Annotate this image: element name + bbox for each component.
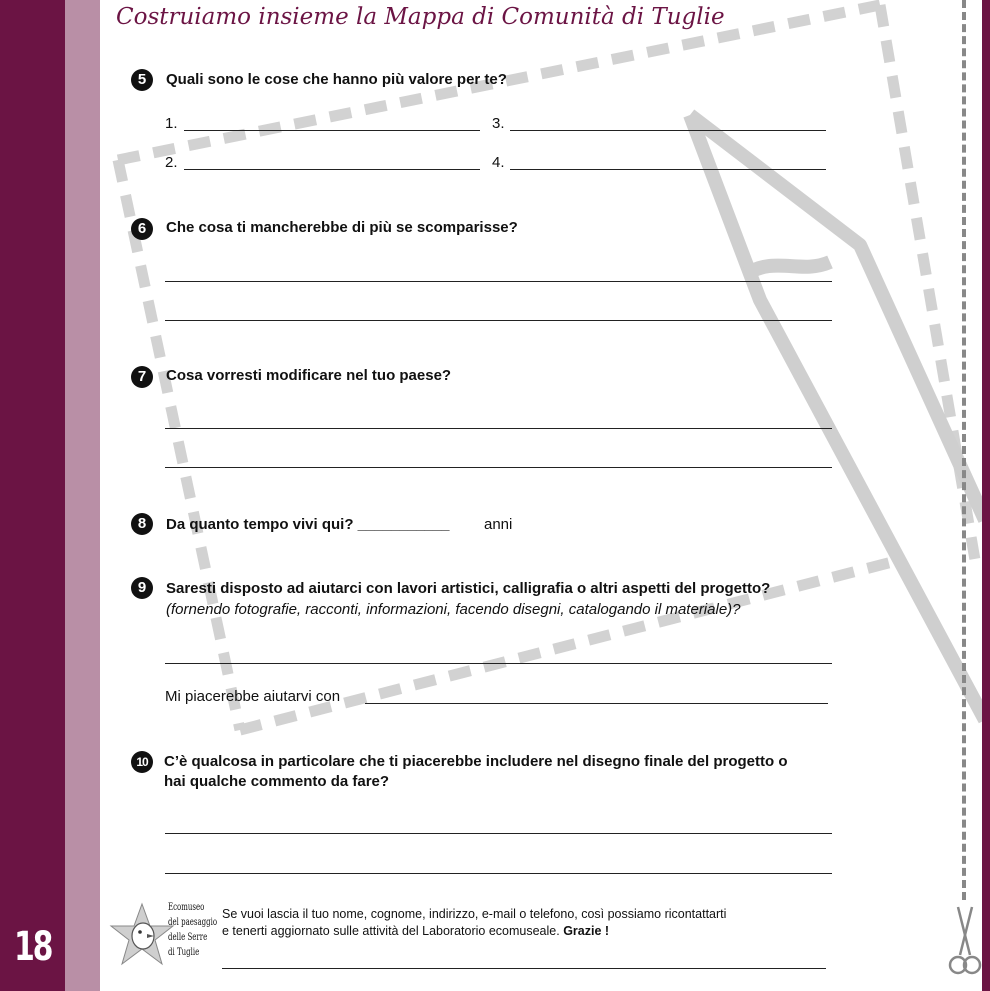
question-number-badge: 5 [131,69,153,91]
question-text: Da quanto tempo vivi qui? ___________ [166,516,450,533]
item-label: 3. [492,115,505,132]
answer-line[interactable] [184,169,480,170]
question-text: Saresti disposto ad aiutarci con lavori artistici, calligrafia o altri aspetti del progetto? [166,580,771,597]
right-margin-bar [982,0,990,991]
unit-label: anni [484,516,513,533]
answer-line[interactable] [165,320,832,321]
question-text-line2: hai qualche commento da fare? [164,773,390,790]
contact-answer-line[interactable] [222,968,826,969]
logo-line: di Tuglie [168,947,200,958]
cut-line [962,0,966,900]
page-title: Costruiamo insieme la Mappa di Comunità di Tuglie [116,4,725,30]
footer-text-line2 [222,924,609,938]
answer-line[interactable] [510,130,826,131]
question-number-badge: 7 [131,366,153,388]
logo-line: delle Serre [168,932,208,943]
question-text: Che cosa ti mancherebbe di più se scomparisse? [166,219,518,236]
question-text: Quali sono le cose che hanno più valore per te? [166,71,507,88]
question-number-badge: 9 [131,577,153,599]
question-text-line1: C’è qualcosa in particolare che ti piacerebbe includere nel disegno finale del progetto o [164,753,788,770]
logo-text [168,900,217,960]
footer-text-line1: Se vuoi lascia il tuo nome, cognome, indirizzo, e-mail o telefono, così possiamo ricontattarti [222,907,727,921]
item-label: 1. [165,115,178,132]
answer-line[interactable] [165,467,832,468]
question-text: Cosa vorresti modificare nel tuo paese? [166,367,452,384]
question-number-badge: 8 [131,513,153,535]
question-number-badge: 6 [131,218,153,240]
answer-line[interactable] [165,663,832,664]
footer-note: e tenerti aggiornato sulle attività del Laboratorio ecomuseale. [222,924,560,938]
question-subtext: (fornendo fotografie, racconti, informazioni, facendo disegni, catalogando il materiale)? [166,601,741,618]
item-label: 2. [165,154,178,171]
item-label: 4. [492,154,505,171]
left-accent-bar [65,0,100,991]
left-margin-bar [0,0,65,991]
answer-line[interactable] [510,169,826,170]
footer-thanks: Grazie ! [563,924,610,938]
answer-line[interactable] [365,703,828,704]
answer-line[interactable] [165,281,832,282]
help-label: Mi piacerebbe aiutarvi con [165,688,341,705]
answer-line[interactable] [184,130,480,131]
scissors-icon [948,905,982,977]
answer-line[interactable] [165,428,832,429]
logo-line: del paesaggio [168,917,218,928]
answer-line[interactable] [165,833,832,834]
logo-line: Ecomuseo [168,902,205,913]
question-number-badge: 10 [131,751,153,773]
page-number: 18 [14,924,52,970]
answer-line[interactable] [165,873,832,874]
